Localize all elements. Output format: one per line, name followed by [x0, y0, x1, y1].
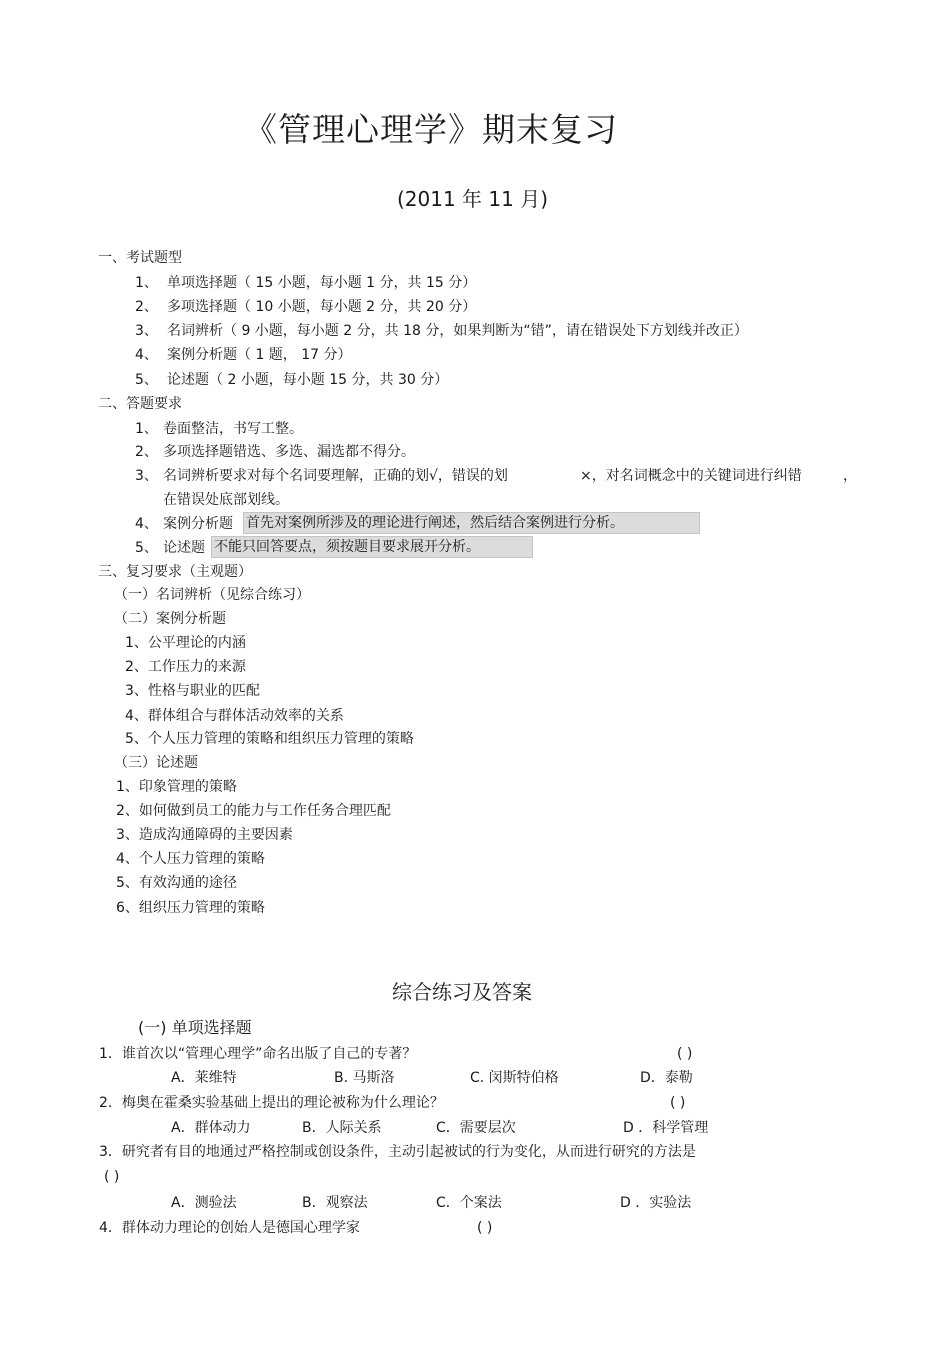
question-1-option-a: A．莱维特 — [171, 1070, 237, 1086]
s2-item-4-highlight: 首先对案例所涉及的理论进行阐述，然后结合案例进行分析。 — [243, 512, 700, 534]
s3-sub-3: （三）论述题 — [114, 755, 198, 771]
s2-item-4-label: 案例分析题 — [163, 516, 233, 532]
s3-sub2-item-1: 1、公平理论的内涵 — [125, 635, 246, 651]
practice-subheading: (一) 单项选择题 — [138, 1018, 252, 1037]
s3-sub3-item-3: 3、造成沟通障碍的主要因素 — [116, 827, 293, 843]
s2-item-2-text: 多项选择题错选、多选、漏选都不得分。 — [163, 444, 415, 460]
question-1-answer-paren: ( ) — [677, 1046, 693, 1062]
s2-item-3-text-line2: 在错误处底部划线。 — [163, 492, 289, 508]
section-2-heading: 二、答题要求 — [98, 396, 182, 412]
s1-item-4-text: 案例分析题（ 1 题， 17 分） — [167, 347, 352, 363]
s3-sub3-item-5: 5、有效沟通的途径 — [116, 875, 237, 891]
s1-item-3-text: 名词辨析（ 9 小题，每小题 2 分，共 18 分，如果判断为“错”，请在错误处下方划线并改正） — [167, 323, 748, 339]
s3-sub2-item-5: 5、个人压力管理的策略和组织压力管理的策略 — [125, 731, 414, 747]
question-3-option-c: C．个案法 — [436, 1195, 502, 1211]
question-1-option-c: C. 闵斯特伯格 — [470, 1070, 559, 1086]
s2-item-5-highlight: 不能只回答要点，须按题目要求展开分析。 — [211, 536, 533, 558]
section-3-heading: 三、复习要求（主观题） — [98, 564, 252, 580]
question-2-option-b: B．人际关系 — [302, 1120, 382, 1136]
s3-sub-1: （一）名词辨析（见综合练习） — [114, 587, 310, 603]
s2-item-5-num: 5、 — [135, 540, 158, 556]
question-2: 2．梅奥在霍桑实验基础上提出的理论被称为什么理论？ — [99, 1095, 444, 1111]
s2-item-3-text-c: ， — [843, 468, 857, 484]
question-2-option-c: C．需要层次 — [436, 1120, 516, 1136]
question-2-option-d: D ．科学管理 — [623, 1120, 709, 1136]
s2-item-1-text: 卷面整洁，书写工整。 — [163, 421, 303, 437]
question-2-answer-paren: ( ) — [670, 1095, 686, 1111]
s3-sub-2: （二）案例分析题 — [114, 611, 226, 627]
question-1-option-b: B. 马斯洛 — [334, 1070, 395, 1086]
s3-sub3-item-4: 4、个人压力管理的策略 — [116, 851, 265, 867]
s2-item-3-num: 3、 — [135, 468, 158, 484]
s2-item-4-num: 4、 — [135, 516, 158, 532]
s2-item-2-num: 2、 — [135, 444, 158, 460]
practice-heading: 综合练习及答案 — [392, 980, 532, 1004]
s1-item-4-num: 4、 — [135, 347, 158, 363]
section-1-heading: 一、考试题型 — [98, 250, 182, 266]
question-4: 4．群体动力理论的创始人是德国心理学家 — [99, 1220, 360, 1236]
s3-sub3-item-1: 1、印象管理的策略 — [116, 779, 237, 795]
question-1: 1．谁首次以“管理心理学”命名出版了自己的专著？ — [99, 1046, 417, 1062]
s3-sub2-item-4: 4、群体组合与群体活动效率的关系 — [125, 708, 344, 724]
s1-item-5-num: 5、 — [135, 372, 158, 388]
s3-sub3-item-2: 2、如何做到员工的能力与工作任务合理匹配 — [116, 803, 391, 819]
s1-item-1-text: 单项选择题（ 15 小题，每小题 1 分，共 15 分） — [167, 275, 477, 291]
s1-item-2-text: 多项选择题（ 10 小题，每小题 2 分，共 20 分） — [167, 299, 477, 315]
s1-item-2-num: 2、 — [135, 299, 158, 315]
s3-sub3-item-6: 6、组织压力管理的策略 — [116, 900, 265, 916]
s1-item-5-text: 论述题（ 2 小题，每小题 15 分，共 30 分） — [167, 372, 449, 388]
page-date: (2011 年 11 月) — [397, 187, 549, 211]
question-3-answer-paren: ( ) — [104, 1169, 120, 1185]
s2-item-3-text-b: ×，对名词概念中的关键词进行纠错 — [580, 468, 802, 484]
s3-sub2-item-3: 3、性格与职业的匹配 — [125, 683, 260, 699]
s3-sub2-item-2: 2、工作压力的来源 — [125, 659, 246, 675]
question-2-option-a: A．群体动力 — [171, 1120, 251, 1136]
s2-item-5-label: 论述题 — [163, 540, 205, 556]
question-1-option-d: D．泰勒 — [640, 1070, 693, 1086]
question-4-answer-paren: ( ) — [477, 1220, 493, 1236]
s1-item-1-num: 1、 — [135, 275, 158, 291]
question-3-option-a: A．测验法 — [171, 1195, 237, 1211]
s2-item-3-text: 名词辨析要求对每个名词要理解，正确的划√，错误的划 — [163, 468, 508, 484]
question-3-option-d: D ．实验法 — [620, 1195, 692, 1211]
question-3: 3．研究者有目的地通过严格控制或创设条件，主动引起被试的行为变化，从而进行研究的方法是 — [99, 1144, 696, 1160]
s1-item-3-num: 3、 — [135, 323, 158, 339]
question-3-option-b: B．观察法 — [302, 1195, 368, 1211]
page-title: 《管理心理学》期末复习 — [244, 110, 618, 149]
s2-item-1-num: 1、 — [135, 421, 158, 437]
